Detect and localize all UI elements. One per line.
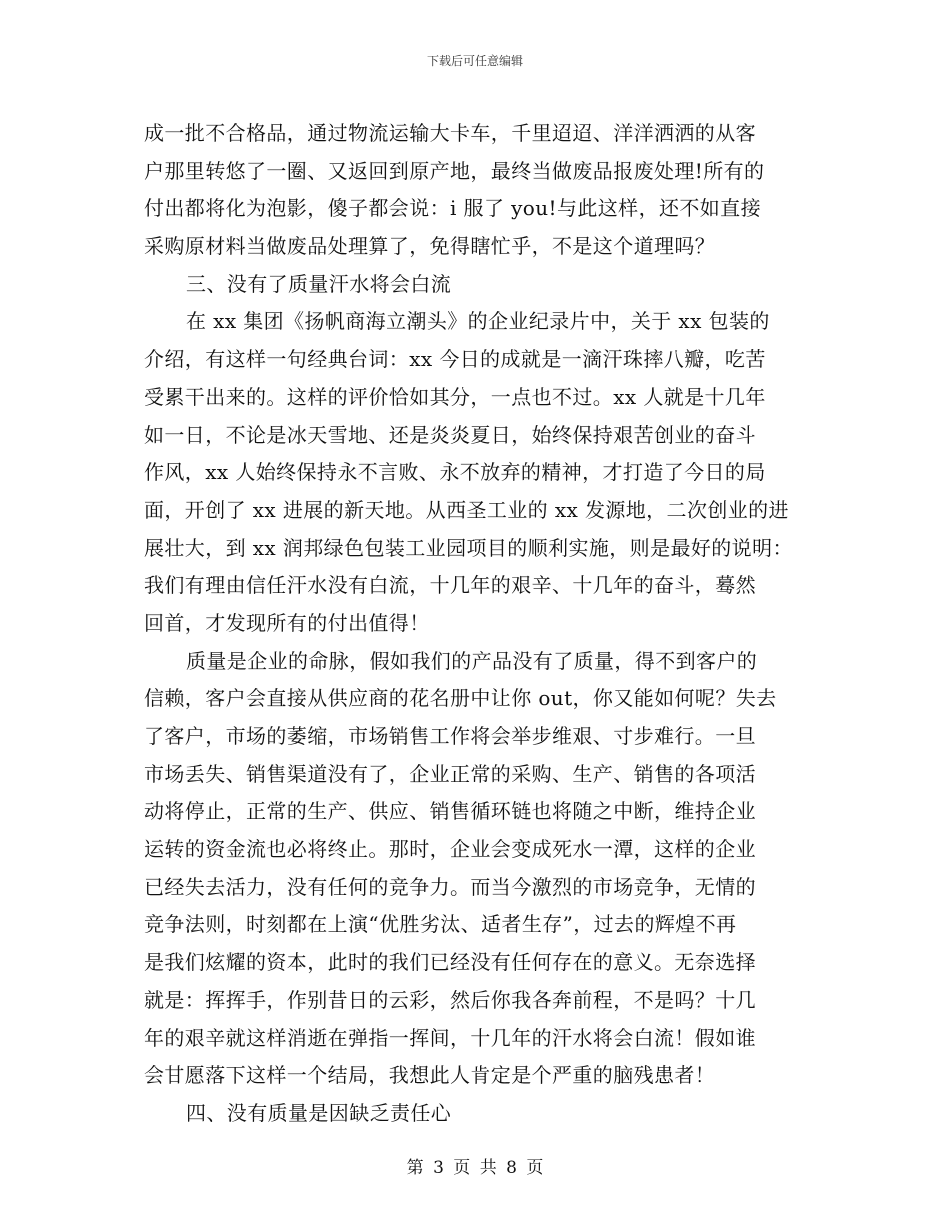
page-number: 第 3 页 共 8 页 <box>406 1158 544 1178</box>
text-line: 展壮大，到 xx 润邦绿色包装工业园项目的顺利实施，则是最好的说明： <box>144 535 793 560</box>
section-heading: 四、没有质量是因缺乏责任心 <box>186 1100 452 1125</box>
text-line: 采购原材料当做废品处理算了，免得瞎忙乎，不是这个道理吗？ <box>144 234 716 259</box>
page-header: 下载后可任意编辑 <box>426 54 523 68</box>
text-line: 户那里转悠了一圈、又返回到原产地，最终当做废品报废处理!所有的 <box>144 158 765 183</box>
section-heading: 三、没有了质量汗水将会白流 <box>186 271 452 296</box>
text-line: 了客户，市场的萎缩，市场销售工作将会举步维艰、寸步难行。一旦 <box>144 724 756 748</box>
text-line: 介绍，有这样一句经典台词：xx 今日的成就是一滴汗珠摔八瓣，吃苦 <box>144 347 766 372</box>
text-line: 受累干出来的。这样的评价恰如其分，一点也不过。xx 人就是十几年 <box>144 384 766 409</box>
text-line: 付出都将化为泡影，傻子都会说：i 服了 you!与此这样，还不如直接 <box>144 196 761 221</box>
text-line: 竞争法则，时刻都在上演“优胜劣汰、适者生存”，过去的辉煌不再 <box>144 912 737 937</box>
text-line: 就是：挥挥手，作别昔日的云彩，然后你我各奔前程，不是吗？十几 <box>144 987 756 1012</box>
text-line: 作风，xx 人始终保持永不言败、永不放弃的精神，才打造了今日的局 <box>144 460 766 485</box>
text-line: 我们有理由信任汗水没有白流，十几年的艰辛、十几年的奋斗，蓦然 <box>144 573 756 598</box>
text-line: 在 xx 集团《扬帆商海立潮头》的企业纪录片中，关于 xx 包装的 <box>186 309 770 334</box>
text-line: 面，开创了 xx 进展的新天地。从西圣工业的 xx 发源地，二次创业的进 <box>144 497 789 522</box>
text-line: 已经失去活力，没有任何的竞争力。而当今激烈的市场竞争，无情的 <box>144 874 756 899</box>
text-line: 质量是企业的命脉，假如我们的产品没有了质量，得不到客户的 <box>186 648 758 673</box>
text-line: 运转的资金流也必将终止。那时，企业会变成死水一潭，这样的企业 <box>144 837 756 862</box>
text-line: 回首，才发现所有的付出值得！ <box>144 610 430 635</box>
text-line: 市场丢失、销售渠道没有了，企业正常的采购、生产、销售的各项活 <box>144 761 756 786</box>
text-line: 年的艰辛就这样消逝在弹指一挥间，十几年的汗水将会白流！假如谁 <box>144 1025 756 1050</box>
text-line: 是我们炫耀的资本，此时的我们已经没有任何存在的意义。无奈选择 <box>144 950 756 975</box>
text-line: 信赖，客户会直接从供应商的花名册中让你 out，你又能如何呢？失去 <box>144 686 777 711</box>
text-line: 如一日，不论是冰天雪地、还是炎炎夏日，始终保持艰苦创业的奋斗 <box>144 422 756 447</box>
text-line: 动将停止，正常的生产、供应、销售循环链也将随之中断，维持企业 <box>144 799 756 824</box>
body-text <box>144 115 820 1133</box>
text-line: 会甘愿落下这样一个结局，我想此人肯定是个严重的脑残患者！ <box>144 1063 716 1088</box>
text-line: 成一批不合格品，通过物流运输大卡车，千里迢迢、洋洋洒洒的从客 <box>144 121 756 145</box>
